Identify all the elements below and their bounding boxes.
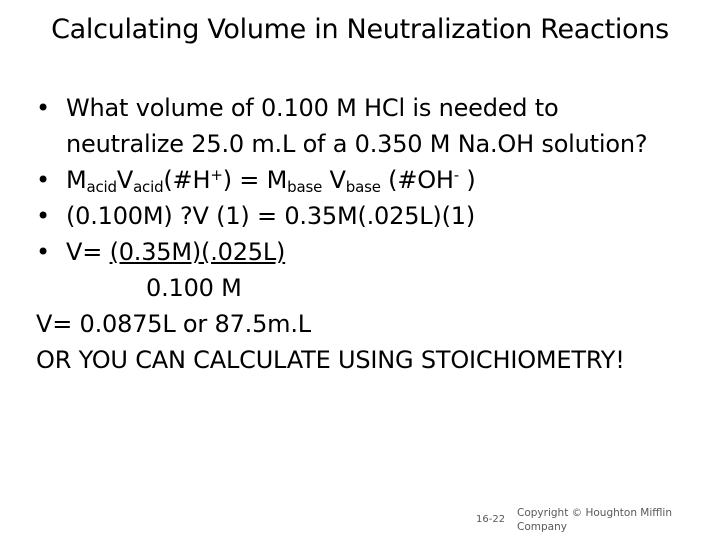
bullet-fraction (36, 234, 712, 270)
eq-m: M (66, 166, 87, 194)
copyright-notice: Copyright © Houghton Mifflin Company (517, 507, 673, 533)
question-line-2: neutralize 25.0 m.L of a 0.350 M Na.OH solution? (66, 130, 648, 158)
slide-content (36, 90, 712, 378)
result-line: V= 0.0875L or 87.5m.L (36, 310, 311, 338)
bullet-dot: • (36, 94, 50, 122)
bullet-dot: • (36, 166, 50, 194)
eq-acid-sub-2: acid (133, 178, 164, 196)
fraction-prefix: V= (66, 238, 110, 266)
stoichiometry-line: OR YOU CAN CALCULATE USING STOICHIOMETRY! (36, 346, 625, 374)
fraction-denominator: 0.100 M (146, 274, 242, 302)
question-line-1: What volume of 0.100 M HCl is needed to (66, 94, 559, 122)
eq-h: (#H (163, 166, 211, 194)
slide-title: Calculating Volume in Neutralization Reactions (51, 14, 669, 45)
eq-minus-sup: - (453, 166, 459, 184)
bullet-substitution (36, 198, 712, 234)
eq-base-sub-2: base (345, 178, 381, 196)
fraction-numerator: (0.35M)(.025L) (109, 238, 286, 266)
bullet-equation (36, 162, 712, 198)
eq-acid-sub: acid (86, 178, 117, 196)
eq-oh: (#OH (380, 166, 454, 194)
page-number: 16-22 (476, 514, 506, 525)
eq-equals-m: ) = M (222, 166, 288, 194)
eq-plus-sup: + (210, 166, 223, 184)
eq-v-base: V (322, 166, 346, 194)
eq-close: ) (459, 166, 476, 194)
bullet-dot: • (36, 202, 50, 230)
eq-base-sub: base (287, 178, 323, 196)
bullet-dot: • (36, 238, 50, 266)
equation (66, 166, 476, 194)
bullet-question (36, 90, 712, 126)
substitution-text: (0.100M) ?V (1) = 0.35M(.025L)(1) (66, 202, 475, 230)
eq-v: V (116, 166, 134, 194)
